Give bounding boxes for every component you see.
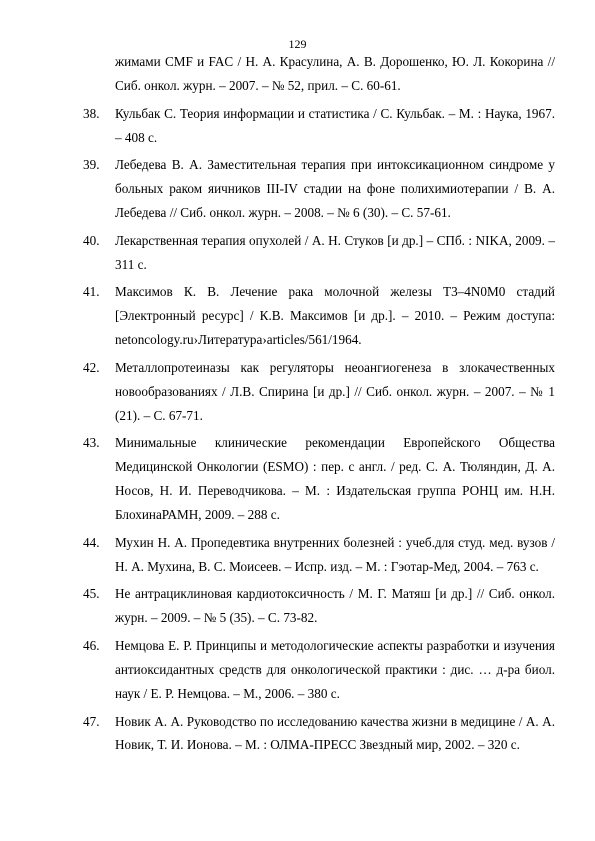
reference-text: Немцова Е. Р. Принципы и методологические аспекты разработки и изучения антиоксидантных средств для онкологической практики : дис. … д-ра биол. наук / Е. Р. Немцова. – М., 2006. – 380 с. bbox=[115, 638, 555, 701]
reference-item bbox=[83, 229, 555, 277]
reference-number: 41. bbox=[83, 284, 100, 300]
reference-continuation: жимами CMF и FAC / Н. А. Красулина, А. В. Дорошенко, Ю. Л. Кокорина // Сиб. онкол. журн. – 2007. – № 52, прил. – С. 60-61. bbox=[115, 54, 555, 93]
reference-number: 38. bbox=[83, 105, 100, 121]
reference-item bbox=[83, 356, 555, 428]
reference-number: 40. bbox=[83, 232, 100, 248]
reference-item bbox=[83, 102, 555, 150]
reference-text: Максимов К. В. Лечение рака молочной железы Т3–4N0M0 стадий [Электронный ресурс] / К.В. Максимов [и др.]. – 2010. – Режим доступа: netoncology.ru›Литература›articles/561/1964. bbox=[115, 284, 555, 348]
reference-text: Кульбак С. Теория информации и статистика / С. Кульбак. – М. : Наука, 1967. – 408 с. bbox=[115, 105, 555, 145]
reference-list-section bbox=[83, 50, 555, 757]
reference-number: 39. bbox=[83, 157, 100, 173]
reference-item bbox=[83, 582, 555, 630]
reference-number: 44. bbox=[83, 534, 100, 550]
reference-text: Минимальные клинические рекомендации Европейского Общества Медицинской Онкологии (ESMO) : пер. с англ. / ред. С. А. Тюляндин, Д. А. Носов, Н. И. Переводчикова. – М. : Издательская группа РОНЦ им. Н.Н. БлохинаРАМН, 2009. – 288 с. bbox=[115, 435, 555, 523]
reference-number: 42. bbox=[83, 359, 100, 375]
reference-text: Мухин Н. А. Пропедевтика внутренних болезней : учеб.для студ. мед. вузов / Н. А. Мухина, В. С. Моисеев. – Испр. изд. – М. : Гэотар-Мед, 2004. – 763 с. bbox=[115, 534, 555, 574]
reference-list bbox=[83, 102, 555, 758]
reference-item bbox=[83, 153, 555, 225]
reference-number: 43. bbox=[83, 435, 100, 451]
reference-text: Не антрациклиновая кардиотоксичность / М. Г. Матяш [и др.] // Сиб. онкол. журн. – 2009. – № 5 (35). – С. 73-82. bbox=[115, 586, 555, 626]
reference-item bbox=[83, 431, 555, 527]
reference-text: Металлопротеиназы как регуляторы неоангиогенеза в злокачественных новообразованиях / Л.В. Спирина [и др.] // Сиб. онкол. журн. – 2007. – № 1 (21). – С. 67-71. bbox=[115, 359, 555, 423]
page-number: 129 bbox=[288, 37, 307, 51]
reference-item bbox=[83, 634, 555, 706]
reference-item bbox=[83, 710, 555, 758]
reference-text: Лебедева В. А. Заместительная терапия при интоксикационном синдроме у больных раком яичников III-IV стадии на фоне полихимиотерапии / В. А. Лебедева // Сиб. онкол. журн. – 2008. – № 6 (30). – С. 57-61. bbox=[115, 157, 555, 221]
reference-item bbox=[83, 280, 555, 352]
reference-number: 47. bbox=[83, 713, 100, 729]
reference-text: Новик А. А. Руководство по исследованию качества жизни в медицине / А. А. Новик, Т. И. Ионова. – М. : ОЛМА-ПРЕСС Звездный мир, 2002. – 320 с. bbox=[115, 713, 555, 753]
reference-number: 45. bbox=[83, 586, 100, 602]
reference-text: Лекарственная терапия опухолей / А. Н. Стуков [и др.] – СПб. : NIKA, 2009. – 311 с. bbox=[115, 232, 555, 272]
reference-item bbox=[83, 531, 555, 579]
reference-number: 46. bbox=[83, 638, 100, 654]
